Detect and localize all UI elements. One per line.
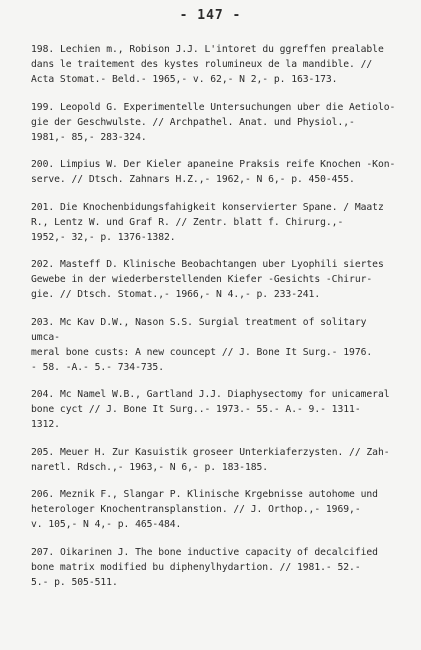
reference-item — [31, 445, 396, 475]
reference-number: 200. — [31, 159, 55, 170]
reference-text: Masteff D. Klinische Beobachtangen uber Lyophili siertes Gewebe in der wiederberstellenden Kiefer -Gesichts -Chirur- gie. // Dtsch. Stomat.,- 1966,- N 4.,- p. 233-241. — [31, 259, 384, 300]
reference-number: 202. — [31, 259, 55, 270]
reference-text: Limpius W. Der Kieler apaneine Praksis reife Knochen -Kon- serve. // Dtsch. Zahnars H.Z.,- 1962,- N 6,- p. 450-455. — [31, 159, 396, 185]
reference-text: Die Knochenbidungsfahigkeit konservierter Spane. / Maatz R., Lentz W. und Graf R. // Zentr. blatt f. Chirurg.,- 1952,- 32,- p. 1376-1382. — [31, 201, 384, 243]
page-number: - 147 - — [179, 8, 242, 23]
reference-number: 199. — [31, 101, 55, 113]
reference-text: Mc Namel W.B., Gartland J.J. Diaphysectomy for unicameral bone cyct // J. Bone It Surg..- 1973.- 55.- A.- 9.- 1311- 1312. — [31, 389, 390, 430]
reference-text: Mc Kav D.W., Nason S.S. Surgial treatment of solitary umca- meral bone custs: A new councept // J. Bone It Surg.- 1976. - 58. -A.- 5.- 734-735. — [31, 316, 373, 373]
reference-number: 204. — [31, 389, 55, 400]
reference-item — [31, 315, 396, 375]
reference-item — [31, 257, 396, 302]
reference-number: 203. — [31, 316, 55, 328]
reference-item — [31, 545, 396, 590]
reference-item — [31, 387, 396, 432]
reference-item — [31, 42, 396, 87]
reference-text: Meznik F., Slangar P. Klinische Krgebnisse autohome und heterologer Knochentransplanstion. // J. Orthop.,- 1969,- v. 105,- N 4,- p. 465-484. — [31, 489, 378, 530]
reference-text: Leopold G. Experimentelle Untersuchungen uber die Aetiolo- gie der Geschwulste. // Archpathel. Anat. und Physiol.,- 1981,- 85,- 283-324. — [31, 101, 396, 143]
reference-item — [31, 487, 396, 532]
reference-list — [31, 42, 396, 602]
reference-text: Lechien m., Robison J.J. L'intoret du ggreffen prealable dans le traitement des kystes rolumineux de la mandible. // Acta Stomat.- Beld.- 1965,- v. 62,- N 2,- p. 163-173. — [31, 44, 384, 85]
reference-number: 207. — [31, 546, 55, 558]
reference-text: Meuer H. Zur Kasuistik groseer Unterkiaferzysten. // Zah- naretl. Rdsch.,- 1963,- N 6,- p. 183-185. — [31, 446, 390, 473]
reference-number: 201. — [31, 201, 55, 213]
reference-number: 205. — [31, 446, 55, 458]
reference-item — [31, 200, 396, 245]
reference-text: Oikarinen J. The bone inductive capacity of decalcified bone matrix modified bu diphenylhydartion. // 1981.- 52.- 5.- p. 505-511. — [31, 546, 378, 588]
reference-item — [31, 100, 396, 145]
reference-item — [31, 157, 396, 187]
reference-number: 206. — [31, 489, 55, 500]
reference-number: 198. — [31, 44, 55, 55]
